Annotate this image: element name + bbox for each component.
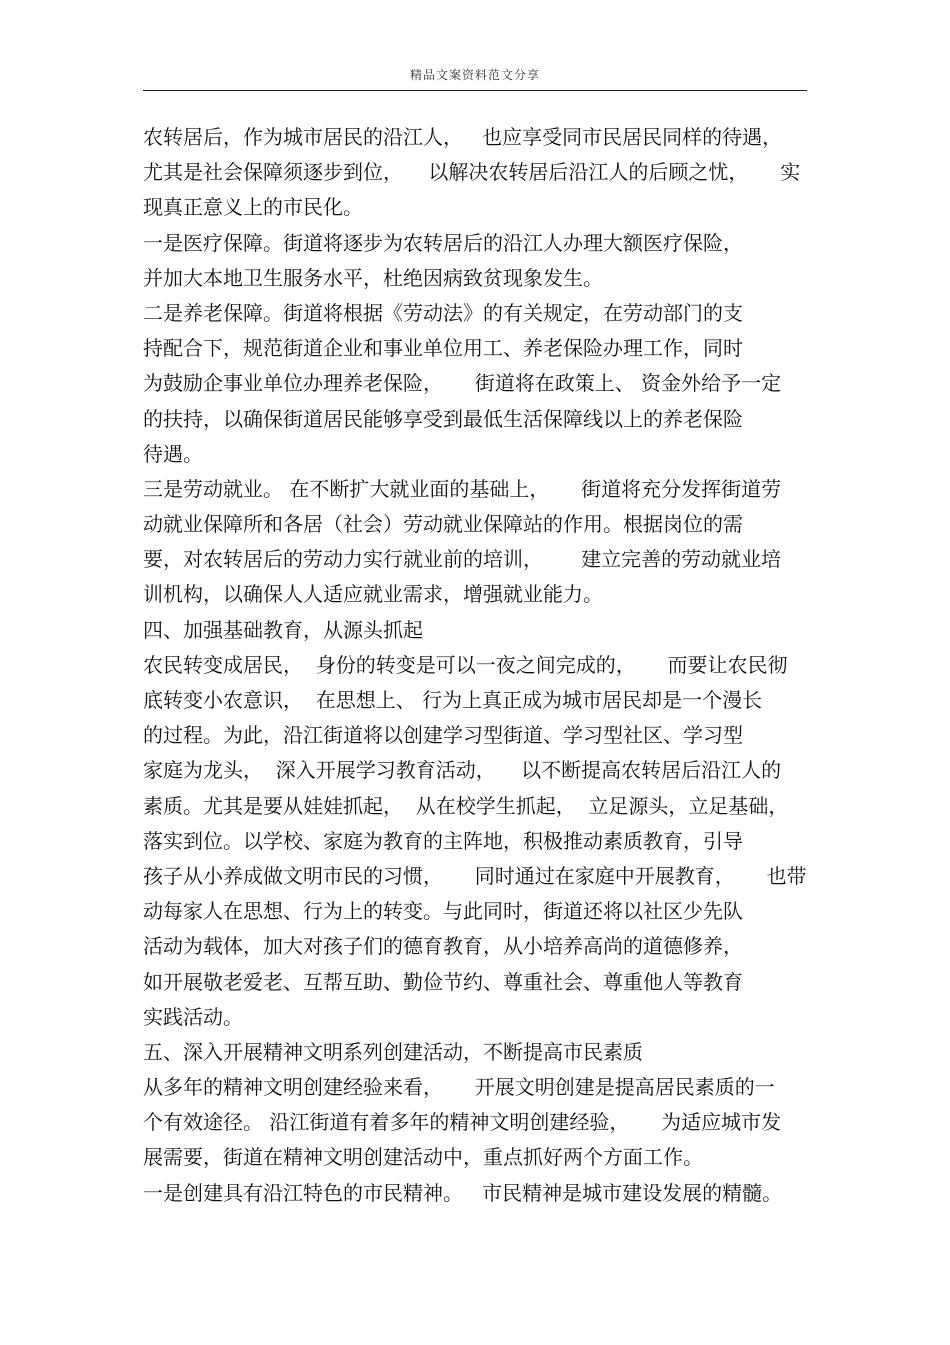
text-line: 并加大本地卫生服务水平，杜绝因病致贫现象发生。 [143, 265, 603, 290]
text-line: 家庭为龙头， 深入开展学习教育活动， 以不断提高农转居后沿江人的 [143, 758, 782, 783]
text-line: 如开展敬老爱老、互帮互助、勤俭节约、尊重社会、尊重他人等教育 [143, 969, 743, 994]
text-line: 训机构，以确保人人适应就业需求，增强就业能力。 [143, 582, 603, 607]
text-line: 活动为载体，加大对孩子们的德育教育，从小培养高尚的道德修养， [143, 934, 743, 959]
text-line: 要，对农转居后的劳动力实行就业前的培训， 建立完善的劳动就业培 [143, 547, 782, 572]
text-line: 孩子从小养成做文明市民的习惯， 同时通过在家庭中开展教育， 也带 [143, 863, 807, 888]
header-divider [143, 90, 807, 91]
text-line: 一是医疗保障。街道将逐步为农转居后的沿江人办理大额医疗保险， [143, 230, 743, 255]
text-line: 待遇。 [143, 441, 203, 466]
text-line: 落实到位。以学校、家庭为教育的主阵地，积极推动素质教育，引导 [143, 828, 743, 853]
text-line: 动就业保障所和各居（社会）劳动就业保障站的作用。根据岗位的需 [143, 512, 743, 537]
text-line: 农转居后，作为城市居民的沿江人， 也应享受同市民居民同样的待遇， [143, 125, 783, 149]
section-heading: 四、加强基础教育，从源头抓起 [143, 617, 423, 642]
body-text [143, 120, 813, 1211]
text-line: 的过程。为此，沿江街道将以创建学习型街道、学习型社区、学习型 [143, 723, 743, 748]
text-line: 尤其是社会保障须逐步到位， 以解决农转居后沿江人的后顾之忧， 实 [143, 160, 801, 185]
text-line: 从多年的精神文明创建经验来看， 开展文明创建是提高居民素质的一 [143, 1075, 775, 1100]
text-line: 底转变小农意识， 在思想上、 行为上真正成为城市居民却是一个漫长 [143, 688, 763, 712]
text-line: 动每家人在思想、行为上的转变。与此同时，街道还将以社区少先队 [143, 899, 743, 924]
page-header: 精品文案资料范文分享 [409, 68, 540, 82]
text-line: 农民转变成居民， 身份的转变是可以一夜之间完成的， 而要让农民彻 [143, 652, 788, 677]
text-line: 的扶持，以确保街道居民能够享受到最低生活保障线以上的养老保险 [143, 406, 743, 431]
text-line: 素质。尤其是要从娃娃抓起， 从在校学生抓起， 立足源头，立足基础， [143, 793, 789, 818]
text-line: 持配合下，规范街道企业和事业单位用工、养老保险办理工作，同时 [143, 336, 743, 361]
text-line: 三是劳动就业。 在不断扩大就业面的基础上， 街道将充分发挥街道劳 [143, 476, 782, 501]
section-heading: 五、深入开展精神文明系列创建活动，不断提高市民素质 [143, 1039, 643, 1064]
text-line: 二是养老保障。街道将根据《劳动法》的有关规定，在劳动部门的支 [143, 300, 743, 325]
text-line: 一是创建具有沿江特色的市民精神。 市民精神是城市建设发展的精髓。 [143, 1180, 783, 1205]
text-line: 现真正意义上的市民化。 [143, 195, 363, 220]
text-line: 展需要，街道在精神文明创建活动中，重点抓好两个方面工作。 [143, 1145, 703, 1170]
text-line: 个有效途径。 沿江街道有着多年的精神文明创建经验， 为适应城市发 [143, 1110, 782, 1135]
text-line: 实践活动。 [143, 1004, 243, 1029]
text-line: 为鼓励企事业单位办理养老保险， 街道将在政策上、 资金外给予一定 [143, 371, 782, 396]
